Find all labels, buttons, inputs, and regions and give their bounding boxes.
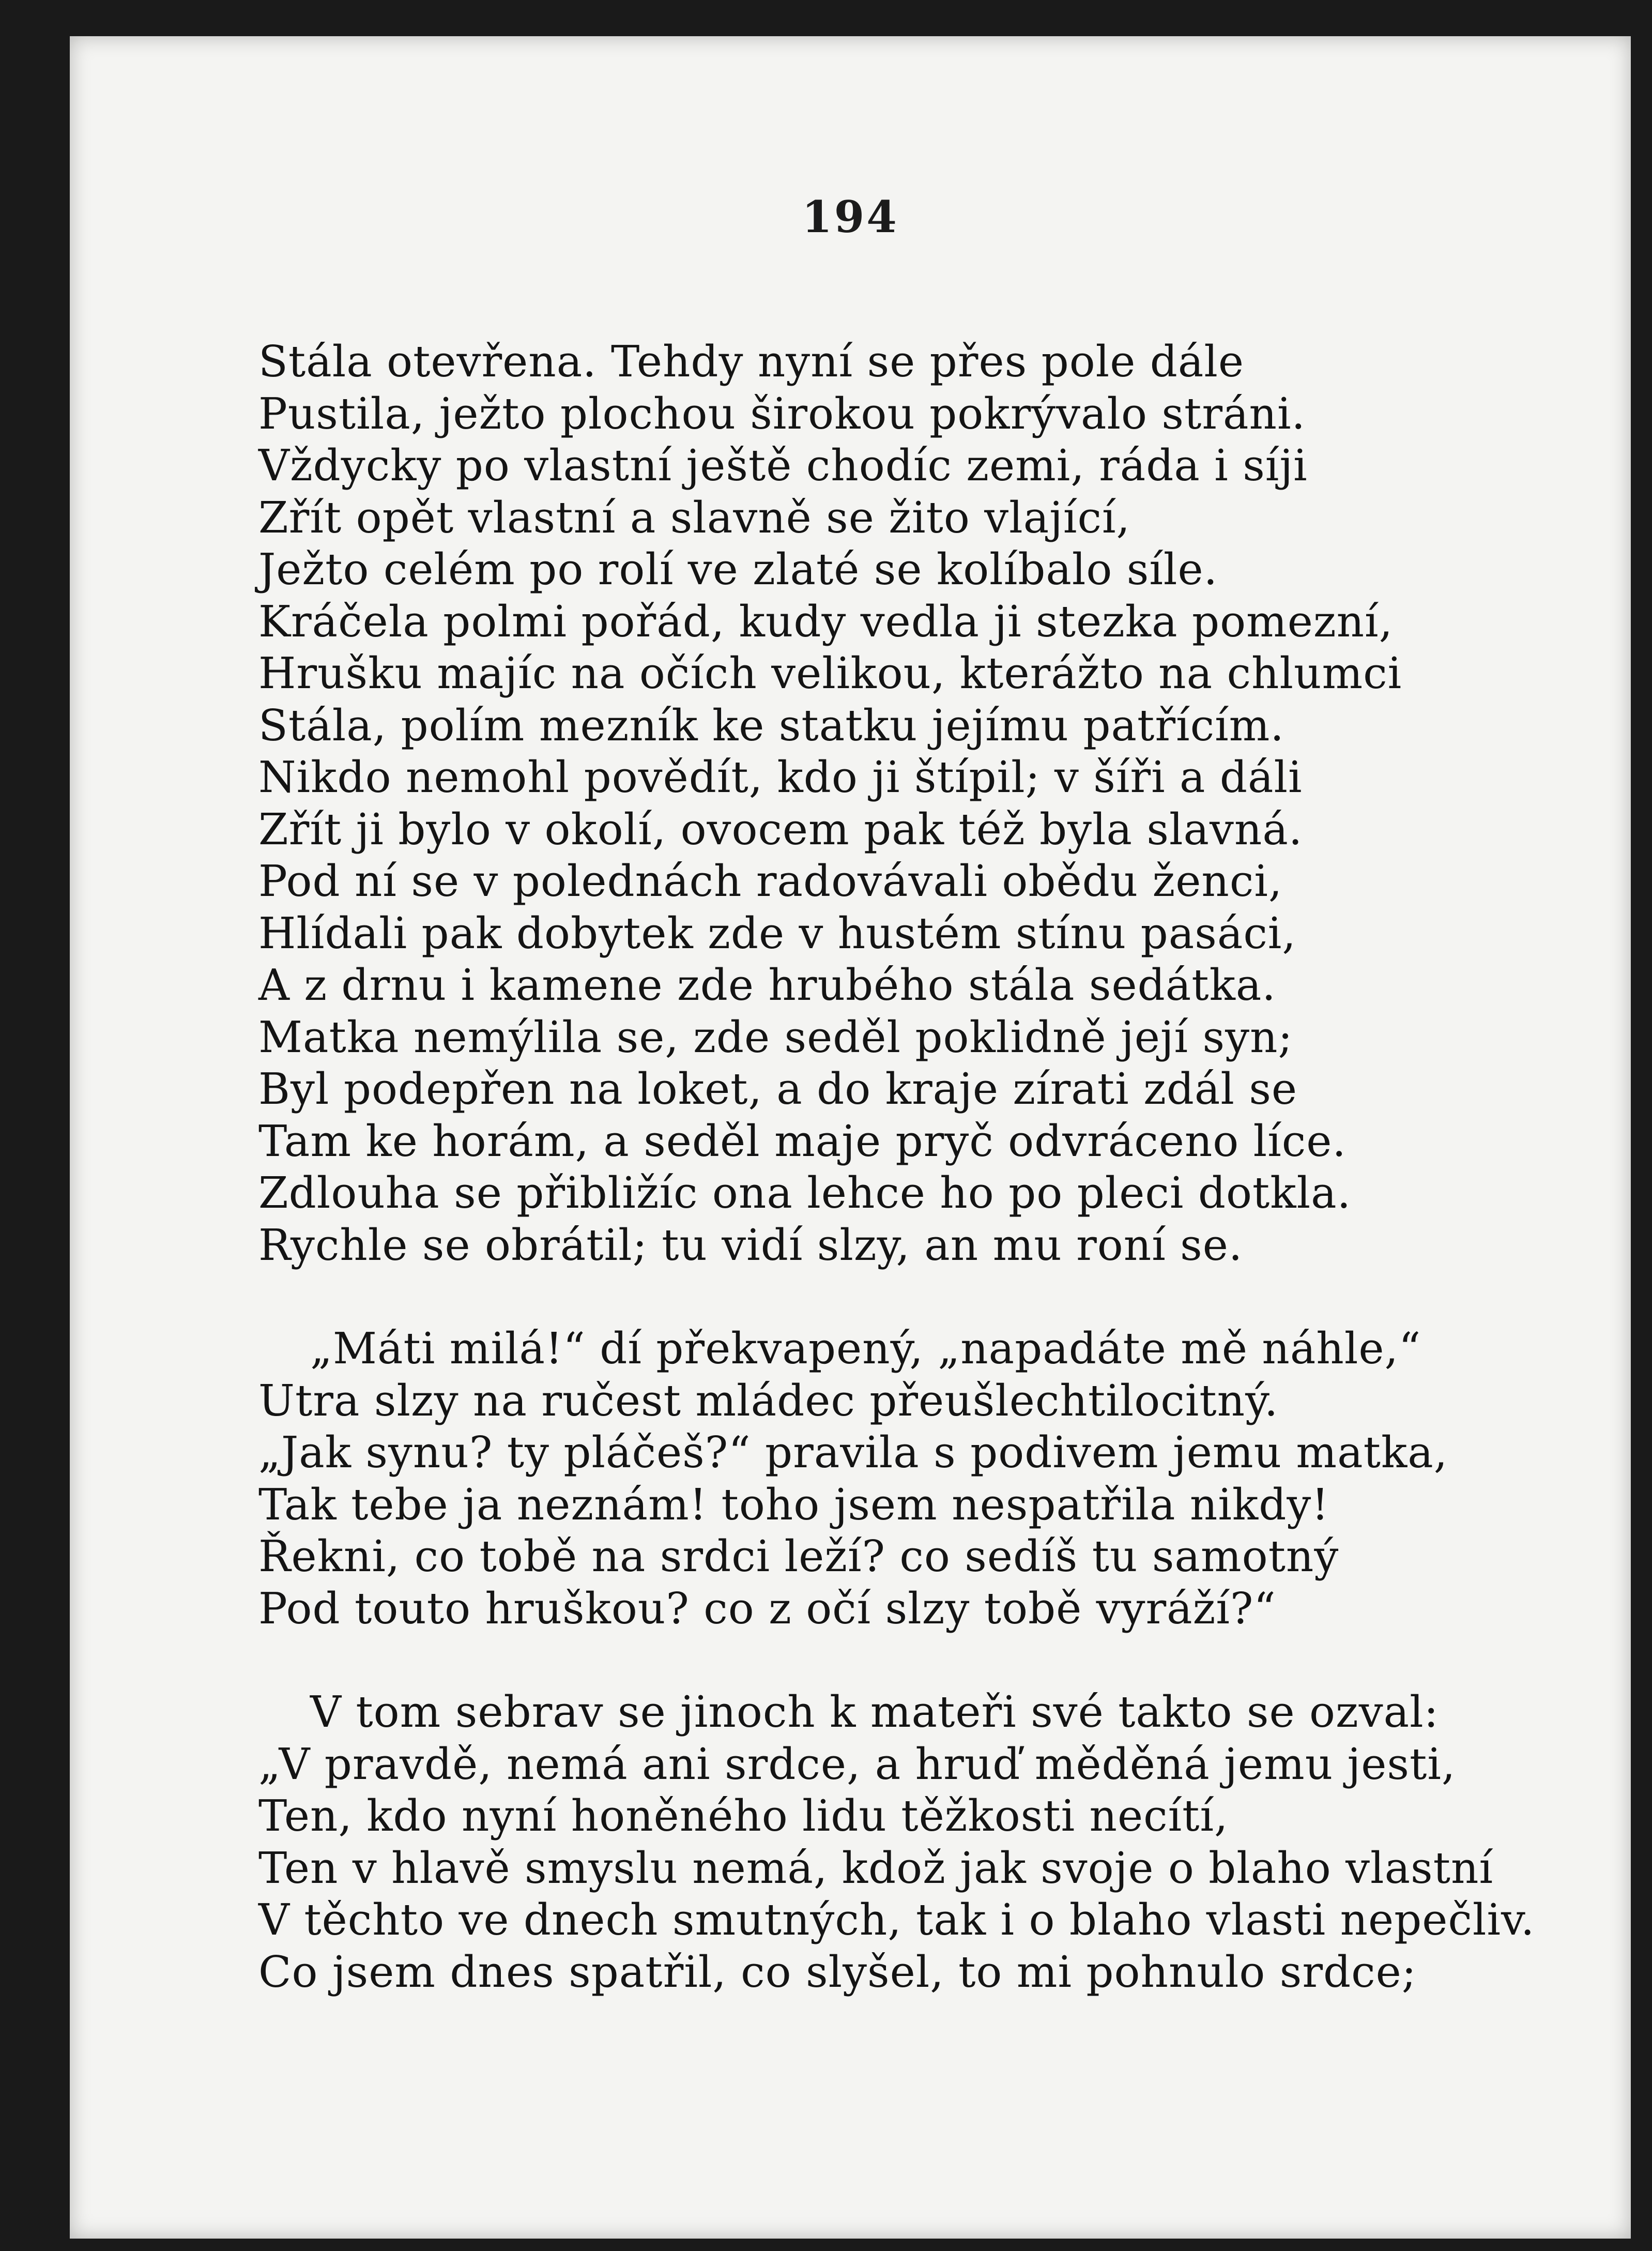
verse-line: Co jsem dnes spatřil, co slyšel, to mi pohnulo srdce; (258, 1946, 1417, 1997)
verse-line: Kráčela polmi pořád, kudy vedla ji stezka pomezní, (258, 596, 1393, 647)
verse-line: Rychle se obrátil; tu vidí slzy, an mu roní se. (258, 1220, 1243, 1270)
verse-line: Ten v hlavě smyslu nemá, kdož jak svoje o blaho vlastní (258, 1843, 1494, 1893)
verse-line: Tam ke horám, a seděl maje pryč odvráceno líce. (258, 1116, 1347, 1166)
stanza-2 (258, 1323, 1582, 1635)
verse-line: „Jak synu? ty pláčeš?“ pravila s podivem jemu matka, (258, 1427, 1448, 1478)
verse-line: Hrušku majíc na očích velikou, kterážto na chlumci (258, 648, 1402, 698)
verse-line: Ježto celém po rolí ve zlaté se kolíbalo síle. (258, 544, 1218, 595)
verse-line: Pod ní se v polednách radovávali obědu ženci, (258, 856, 1283, 906)
verse-line: Vždycky po vlastní ještě chodíc zemi, ráda i síji (258, 440, 1308, 491)
verse-line: Řekni, co tobě na srdci leží? co sedíš tu samotný (258, 1531, 1339, 1581)
poem-text (258, 336, 1582, 1998)
verse-line: Pustila, ježto plochou širokou pokrývalo stráni. (258, 388, 1306, 439)
verse-line: Zdlouha se přibližíc ona lehce ho po pleci dotkla. (258, 1168, 1351, 1218)
verse-line: Stála, polím mezník ke statku jejímu patřícím. (258, 700, 1284, 751)
verse-line: Hlídali pak dobytek zde v hustém stínu pasáci, (258, 908, 1296, 959)
verse-line: Matka nemýlila se, zde seděl poklidně její syn; (258, 1012, 1293, 1062)
verse-line: V tom sebrav se jinoch k mateři své takto se ozval: (310, 1687, 1439, 1737)
verse-line: Pod touto hruškou? co z očí slzy tobě vyráží?“ (258, 1583, 1276, 1634)
verse-line: Tak tebe ja neznám! toho jsem nespatřila nikdy! (258, 1479, 1329, 1530)
book-page (70, 36, 1631, 2239)
verse-line: Stála otevřena. Tehdy nyní se přes pole dále (258, 337, 1245, 387)
page-number: 194 (802, 191, 899, 242)
verse-line: Utra slzy na ručest mládec přeušlechtilocitný. (258, 1375, 1279, 1426)
verse-line: Nikdo nemohl povědít, kdo ji štípil; v šíři a dáli (258, 752, 1303, 802)
verse-line: „Máti milá!“ dí překvapený, „napadáte mě náhle,“ (310, 1324, 1421, 1374)
verse-line: Byl podepřen na loket, a do kraje zírati zdál se (258, 1064, 1298, 1114)
verse-line: A z drnu i kamene zde hrubého stála sedátka. (258, 960, 1276, 1010)
verse-line: Zřít ji bylo v okolí, ovocem pak též byla slavná. (258, 804, 1303, 855)
stanza-1 (258, 336, 1582, 1271)
stanza-gap (258, 1635, 1582, 1686)
stanza-3 (258, 1686, 1582, 1998)
verse-line: „V pravdě, nemá ani srdce, a hruď měděná jemu jesti, (258, 1739, 1456, 1789)
verse-line: Ten, kdo nyní honěného lidu těžkosti necítí, (258, 1791, 1229, 1841)
verse-line: V těchto ve dnech smutných, tak i o blaho vlasti nepečliv. (258, 1895, 1535, 1945)
stanza-gap (258, 1271, 1582, 1323)
verse-line: Zřít opět vlastní a slavně se žito vlající, (258, 492, 1130, 543)
